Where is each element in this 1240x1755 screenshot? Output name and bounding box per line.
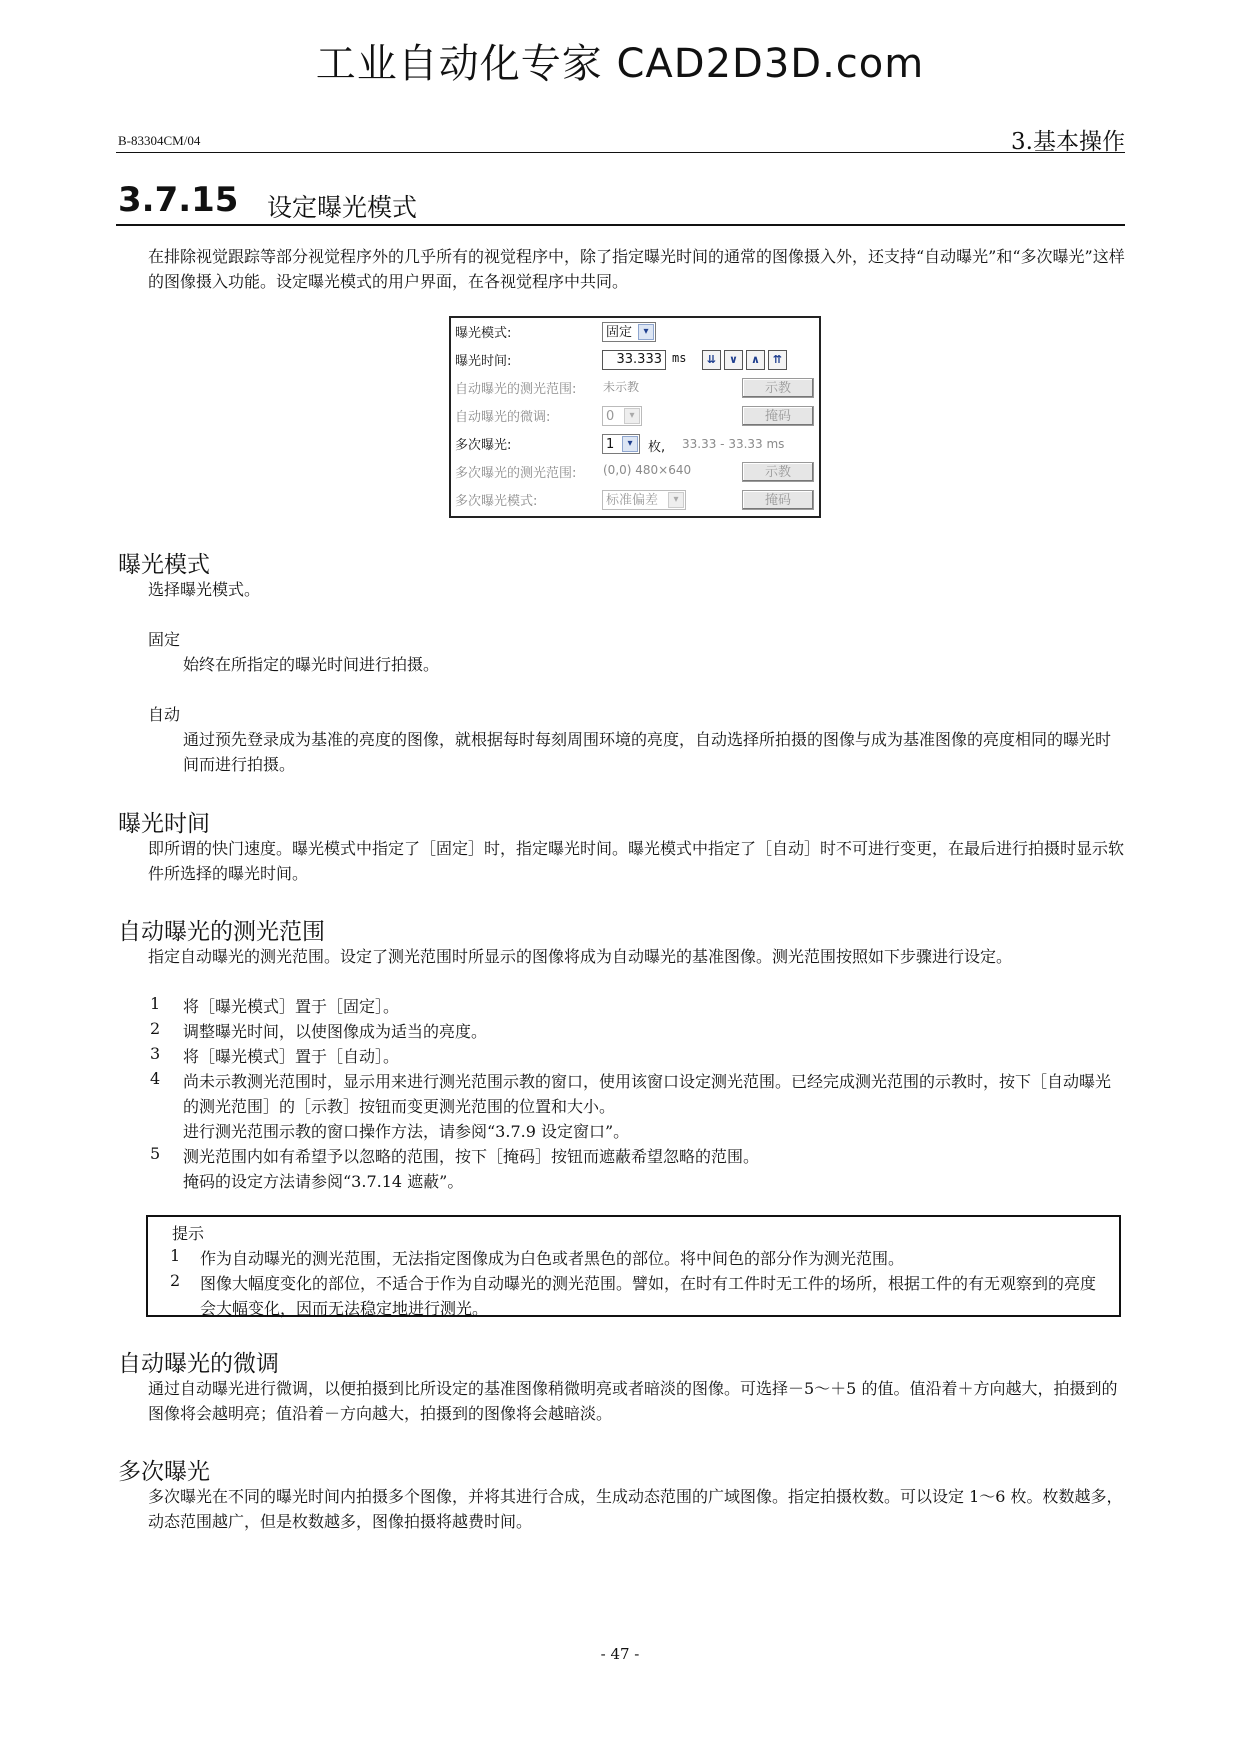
auto-adjust-mask-button[interactable]: 掩码: [742, 406, 814, 426]
multi-exposure-range: 33.33 - 33.33 ms: [682, 437, 785, 451]
exposure-time-label: 曝光时间:: [455, 354, 512, 369]
tip-number: 2: [170, 1271, 181, 1290]
multi-mode-mask-button[interactable]: 掩码: [742, 490, 814, 510]
auto-range-label: 自动曝光的测光范围:: [455, 382, 577, 397]
auto-desc: 通过预先登录成为基准的亮度的图像，就根据每时每刻周围环境的亮度，自动选择所拍摄的图像与成为基准图像的亮度相同的曝光时间而进行拍摄。: [183, 730, 1112, 774]
document-id: B-83304CM/04: [118, 133, 201, 148]
step-number: 1: [150, 994, 161, 1013]
chapter-title: 3.基本操作: [1011, 129, 1125, 155]
step-text: 尚未示教测光范围时，显示用来进行测光范围示教的窗口，使用该窗口设定测光范围。已经完成测光范围的示教时，按下［自动曝光的测光范围］的［示教］按钮而变更测光范围的位置和大小。: [183, 1072, 1112, 1116]
watermark-title: 工业自动化专家 CAD2D3D.com: [315, 41, 925, 87]
auto-label: 自动: [148, 705, 181, 724]
intro-paragraph: 在排除视觉跟踪等部分视觉程序外的几乎所有的视觉程序中，除了指定曝光时间的通常的图像摄入外，还支持“自动曝光”和“多次曝光”这样的图像摄入功能。设定曝光模式的用户界面，在各视觉程序中共同。: [148, 247, 1125, 291]
multi-mode-select[interactable]: [602, 490, 686, 510]
chevron-down-icon: ▾: [622, 436, 638, 452]
step-text: 调整曝光时间，以使图像成为适当的亮度。: [183, 1022, 488, 1041]
fixed-label: 固定: [148, 630, 181, 649]
auto-adjust-desc: 通过自动曝光进行微调，以便拍摄到比所设定的基准图像稍微明亮或者暗淡的图像。可选择－5～＋5 的值。值沿着＋方向越大，拍摄到的图像将会越明亮；值沿着－方向越大，拍摄到的图像将会越暗淡。: [148, 1379, 1118, 1423]
tip-title: 提示: [172, 1224, 205, 1243]
step-number: 5: [150, 1144, 161, 1163]
double-chevron-down-icon[interactable]: ⇊: [702, 350, 721, 370]
exposure-time-input[interactable]: 33.333: [602, 350, 666, 370]
exposure-mode-heading: 曝光模式: [118, 552, 210, 578]
header-rule: [116, 152, 1125, 153]
exposure-time-heading: 曝光时间: [118, 811, 210, 837]
multi-mode-value: 标准偏差: [606, 493, 659, 508]
exposure-time-unit: ms: [672, 351, 687, 365]
section-rule: [116, 224, 1125, 226]
chevron-down-icon: ▾: [624, 408, 640, 424]
multi-exposure-label: 多次曝光:: [455, 438, 512, 453]
chevron-down-icon[interactable]: ∨: [724, 350, 743, 370]
exposure-mode-select[interactable]: [602, 322, 656, 342]
auto-adjust-value: 0: [606, 409, 615, 424]
tip-text: 作为自动曝光的测光范围，无法指定图像成为白色或者黑色的部位。将中间色的部分作为测光范围。: [200, 1249, 905, 1268]
multi-exposure-desc: 多次曝光在不同的曝光时间内拍摄多个图像，并将其进行合成，生成动态范围的广域图像。指定拍摄枚数。可以设定 1～6 枚。枚数越多，动态范围越广，但是枚数越多，图像拍摄将越费时间。: [148, 1487, 1123, 1531]
exposure-time-desc: 即所谓的快门速度。曝光模式中指定了［固定］时，指定曝光时间。曝光模式中指定了［自动］时不可进行变更，在最后进行拍摄时显示软件所选择的曝光时间。: [148, 839, 1125, 883]
step-number: 3: [150, 1044, 161, 1063]
double-chevron-up-icon[interactable]: ⇈: [768, 350, 787, 370]
exposure-mode-value: 固定: [606, 325, 633, 340]
multi-range-value: (0,0) 480×640: [603, 463, 692, 477]
step-extra: 进行测光范围示教的窗口操作方法，请参阅“3.7.9 设定窗口”。: [183, 1122, 630, 1141]
chevron-up-icon[interactable]: ∧: [746, 350, 765, 370]
tip-number: 1: [170, 1246, 181, 1265]
tip-box: [146, 1215, 1121, 1317]
auto-range-teach-button[interactable]: 示教: [742, 378, 814, 398]
step-number: 2: [150, 1019, 161, 1038]
auto-adjust-label: 自动曝光的微调:: [455, 410, 551, 425]
multi-exposure-unit: 枚,: [648, 440, 666, 455]
section-number: 3.7.15: [118, 180, 239, 220]
chevron-down-icon: ▾: [668, 492, 684, 508]
multi-mode-label: 多次曝光模式:: [455, 494, 538, 509]
step-extra: 掩码的设定方法请参阅“3.7.14 遮蔽”。: [183, 1172, 464, 1191]
section-title: 设定曝光模式: [267, 193, 418, 222]
multi-range-teach-button[interactable]: 示教: [742, 462, 814, 482]
auto-range-heading: 自动曝光的测光范围: [118, 919, 325, 945]
exposure-mode-desc: 选择曝光模式。: [148, 580, 261, 599]
chevron-down-icon: ▾: [638, 324, 654, 340]
multi-range-label: 多次曝光的测光范围:: [455, 466, 577, 481]
multi-exposure-heading: 多次曝光: [118, 1459, 210, 1485]
auto-adjust-heading: 自动曝光的微调: [118, 1351, 279, 1377]
multi-exposure-select[interactable]: [602, 434, 640, 454]
step-number: 4: [150, 1069, 161, 1088]
exposure-mode-label: 曝光模式:: [455, 326, 512, 341]
fixed-desc: 始终在所指定的曝光时间进行拍摄。: [183, 655, 440, 674]
step-text: 测光范围内如有希望予以忽略的范围，按下［掩码］按钮而遮蔽希望忽略的范围。: [183, 1147, 760, 1166]
exposure-settings-panel: [449, 316, 821, 518]
multi-exposure-value: 1: [606, 437, 615, 452]
auto-range-desc: 指定自动曝光的测光范围。设定了测光范围时所显示的图像将成为自动曝光的基准图像。测光范围按照如下步骤进行设定。: [148, 947, 1013, 966]
step-text: 将［曝光模式］置于［固定］。: [183, 997, 400, 1016]
auto-adjust-select[interactable]: [602, 406, 642, 426]
page-number: - 47 -: [600, 1645, 640, 1663]
auto-range-status: 未示教: [603, 380, 640, 394]
tip-text: 图像大幅度变化的部位，不适合于作为自动曝光的测光范围。譬如，在时有工件时无工件的场所，根据工件的有无观察到的亮度会大幅变化，因而无法稳定地进行测光。: [200, 1274, 1097, 1318]
step-text: 将［曝光模式］置于［自动］。: [183, 1047, 400, 1066]
